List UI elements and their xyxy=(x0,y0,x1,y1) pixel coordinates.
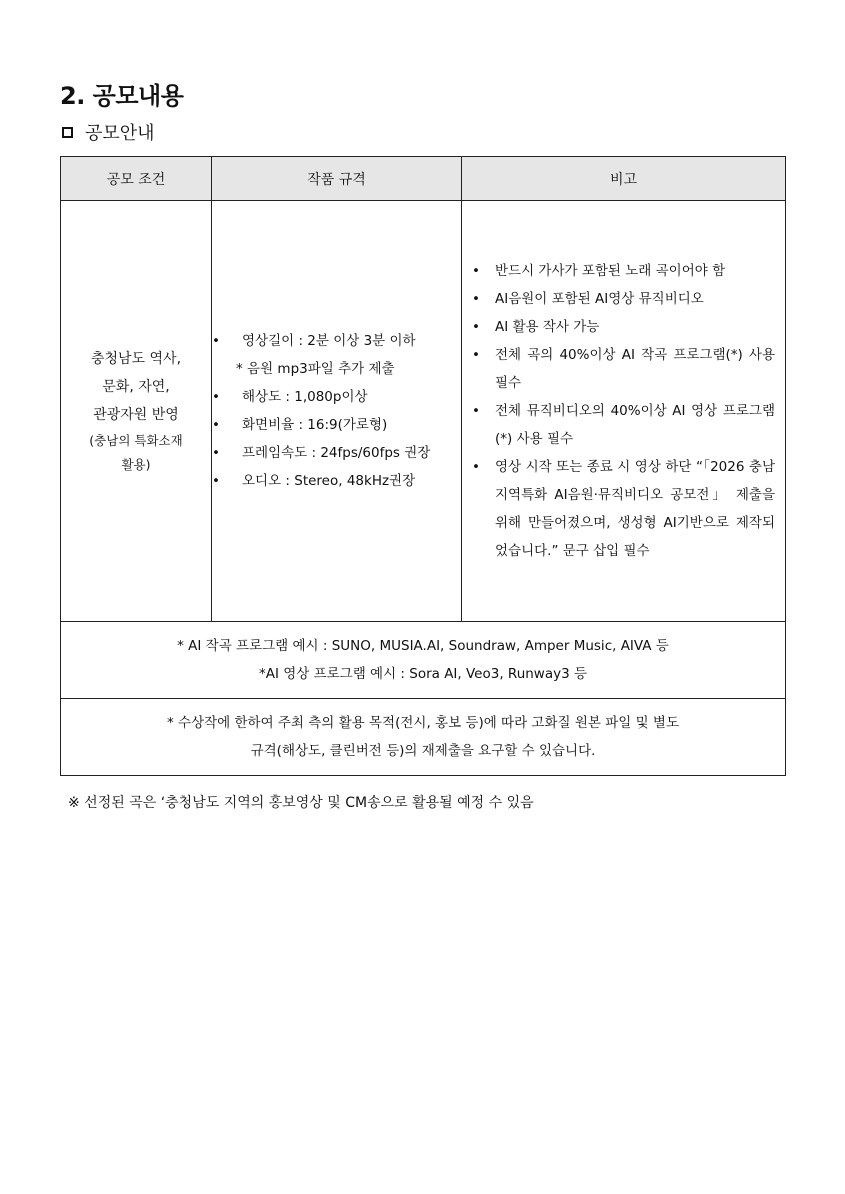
note-list xyxy=(462,257,785,565)
table-header-row xyxy=(61,157,786,201)
program-line: * AI 작곡 프로그램 예시 : SUNO, MUSIA.AI, Soundraw, Amper Music, AIVA 등 xyxy=(177,638,669,654)
note-item: • AI 활용 작사 가능 xyxy=(472,313,775,341)
resubmit-row xyxy=(61,699,786,776)
header-condition: 공모 조건 xyxy=(61,157,212,201)
header-note: 비고 xyxy=(462,157,786,201)
note-item: • 전체 곡의 40%이상 AI 작곡 프로그램(*) 사용 필수 xyxy=(472,341,775,397)
program-line: *AI 영상 프로그램 예시 : Sora AI, Veo3, Runway3 등 xyxy=(258,666,588,682)
spec-note: * 음원 mp3파일 추가 제출 xyxy=(236,361,395,377)
spec-list xyxy=(212,383,461,495)
header-spec: 작품 규격 xyxy=(212,157,462,201)
table-main-row xyxy=(61,201,786,622)
resubmit-cell xyxy=(61,699,786,776)
checkbox-icon xyxy=(62,127,73,138)
spec-cell xyxy=(212,201,462,622)
note-item: • 반드시 가사가 포함된 노래 곡이어야 함 xyxy=(472,257,775,285)
resubmit-line: 규격(해상도, 클린버전 등)의 재제출을 요구할 수 있습니다. xyxy=(250,743,596,759)
program-cell xyxy=(61,622,786,699)
condition-small-line: (충남의 특화소재 xyxy=(89,433,183,448)
condition-line: 문화, 자연, xyxy=(102,379,170,395)
spec-item: • 오디오 : Stereo, 48kHz권장 xyxy=(212,467,461,495)
contest-info-table xyxy=(60,156,786,776)
spec-item: • 영상길이 : 2분 이상 3분 이하 xyxy=(212,327,461,355)
program-row xyxy=(61,622,786,699)
condition-line: 관광자원 반영 xyxy=(93,407,179,423)
note-item: • 영상 시작 또는 종료 시 영상 하단 “「2026 충남 지역특화 AI음원·뮤직비디오 공모전」 제출을 위해 만들어졌으며, 생성형 AI기반으로 제작되었습니다.” 문구 삽입 필수 xyxy=(472,453,775,565)
note-cell xyxy=(462,201,786,622)
section-title: 2. 공모내용 xyxy=(60,82,184,110)
condition-line: 충청남도 역사, xyxy=(90,351,182,367)
note-item: • 전체 뮤직비디오의 40%이상 AI 영상 프로그램(*) 사용 필수 xyxy=(472,397,775,453)
spec-item: • 화면비율 : 16:9(가로형) xyxy=(212,411,461,439)
note-item: • AI음원이 포함된 AI영상 뮤직비디오 xyxy=(472,285,775,313)
condition-small-line: 활용) xyxy=(121,457,151,472)
subtitle xyxy=(62,119,155,145)
resubmit-line: * 수상작에 한하여 주최 측의 활용 목적(전시, 홍보 등)에 따라 고화질 원본 파일 및 별도 xyxy=(166,715,679,731)
subtitle-text: 공모안내 xyxy=(85,123,155,144)
spec-list xyxy=(212,327,461,355)
condition-cell xyxy=(61,201,212,622)
spec-item: • 프레임속도 : 24fps/60fps 권장 xyxy=(212,439,461,467)
spec-item: • 해상도 : 1,080p이상 xyxy=(212,383,461,411)
footer-note: ※ 선정된 곡은 ‘충청남도 지역의 홍보영상 및 CM송으로 활용될 예정 수 있음 xyxy=(68,795,534,811)
